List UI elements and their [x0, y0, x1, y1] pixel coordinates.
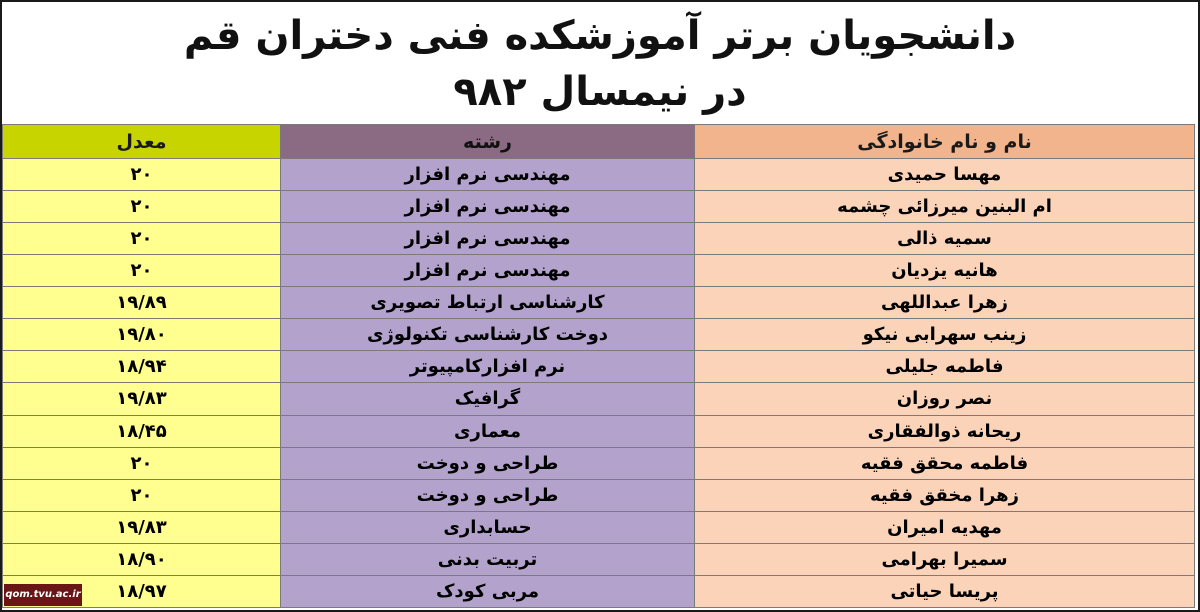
cell-name: ام البنین میرزائی چشمه [695, 191, 1195, 223]
cell-field: مهندسی نرم افزار [281, 159, 695, 191]
table-row [3, 479, 1195, 511]
cell-field: تربیت بدنی [281, 543, 695, 575]
header-field: رشته [281, 125, 695, 159]
cell-average: ۲۰ [3, 255, 281, 287]
table-row [3, 383, 1195, 415]
cell-average: ۱۸/۴۵ [3, 415, 281, 447]
table-row [3, 223, 1195, 255]
cell-field: دوخت کارشناسی تکنولوژی [281, 319, 695, 351]
cell-average: ۱۹/۸۳ [3, 383, 281, 415]
cell-name: مهدیه امیران [695, 511, 1195, 543]
title-line-1: دانشجویان برتر آموزشکده فنی دختران قم [183, 13, 1017, 59]
cell-name: زهرا عبداللهی [695, 287, 1195, 319]
cell-name: زهرا مخقق فقیه [695, 479, 1195, 511]
cell-name: هانیه یزدیان [695, 255, 1195, 287]
table-row [3, 255, 1195, 287]
cell-name: فاطمه محقق فقیه [695, 447, 1195, 479]
cell-average: ۱۸/۹۴ [3, 351, 281, 383]
cell-name: ریحانه ذوالفقاری [695, 415, 1195, 447]
cell-field: مربی کودک [281, 575, 695, 607]
cell-average: ۲۰ [3, 223, 281, 255]
cell-name: پریسا حیاتی [695, 575, 1195, 607]
cell-name: فاطمه جلیلی [695, 351, 1195, 383]
table-row [3, 191, 1195, 223]
cell-field: طراحی و دوخت [281, 479, 695, 511]
cell-name: نصر روزان [695, 383, 1195, 415]
cell-average: ۱۸/۹۰ [3, 543, 281, 575]
cell-average: ۲۰ [3, 159, 281, 191]
cell-name: مهسا حمیدی [695, 159, 1195, 191]
cell-average: ۲۰ [3, 479, 281, 511]
page-title [2, 2, 1198, 124]
cell-average: ۱۸/۹۷ [3, 575, 281, 607]
title-line-2: در نیمسال ۹۸۲ [453, 69, 747, 115]
table-row [3, 511, 1195, 543]
cell-average: ۲۰ [3, 191, 281, 223]
cell-field: معماری [281, 415, 695, 447]
cell-field: طراحی و دوخت [281, 447, 695, 479]
table-row [3, 351, 1195, 383]
cell-field: مهندسی نرم افزار [281, 255, 695, 287]
cell-name: زینب سهرابی نیکو [695, 319, 1195, 351]
cell-name: سمیه ذالی [695, 223, 1195, 255]
cell-field: مهندسی نرم افزار [281, 223, 695, 255]
cell-name: سمیرا بهرامی [695, 543, 1195, 575]
cell-average: ۱۹/۸۹ [3, 287, 281, 319]
table-header-row [3, 125, 1195, 159]
cell-field: نرم افزارکامپیوتر [281, 351, 695, 383]
table-row [3, 447, 1195, 479]
table-row [3, 575, 1195, 607]
table-row [3, 319, 1195, 351]
header-name: نام و نام خانوادگی [695, 125, 1195, 159]
cell-field: مهندسی نرم افزار [281, 191, 695, 223]
cell-average: ۱۹/۸۰ [3, 319, 281, 351]
cell-average: ۲۰ [3, 447, 281, 479]
table-row [3, 543, 1195, 575]
cell-average: ۱۹/۸۳ [3, 511, 281, 543]
cell-field: کارشناسی ارتباط تصویری [281, 287, 695, 319]
header-average: معدل [3, 125, 281, 159]
cell-field: حسابداری [281, 511, 695, 543]
table-row [3, 287, 1195, 319]
cell-field: گرافیک [281, 383, 695, 415]
top-students-table [2, 124, 1195, 608]
table-row [3, 159, 1195, 191]
site-watermark: qom.tvu.ac.ir [4, 584, 82, 606]
table-row [3, 415, 1195, 447]
